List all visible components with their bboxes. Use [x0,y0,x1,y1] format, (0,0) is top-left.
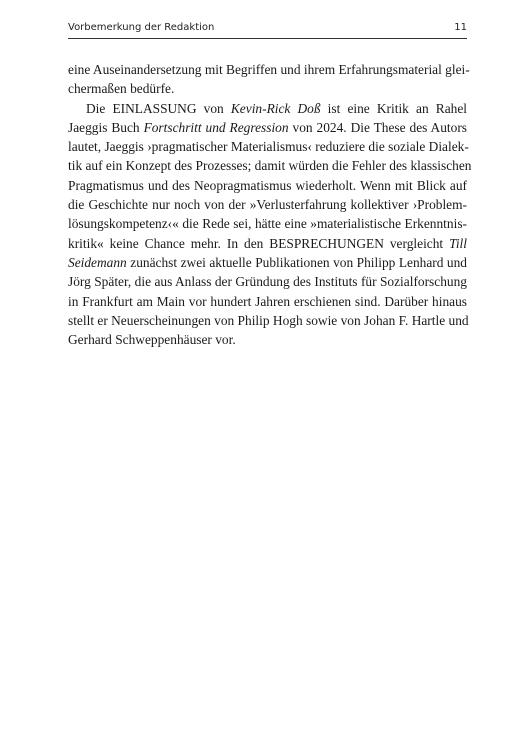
book-title: Fortschritt und Regression [143,119,289,135]
text-span: Jaeggis Buch [68,119,144,135]
text-line: die Geschichte nur noch von der »Verlusterfahrung kollektiver ›Problem- [68,197,467,213]
paragraph-1 [68,60,470,99]
running-head [68,22,467,38]
paragraph-2 [68,99,472,350]
text-line [68,234,467,253]
text-line [68,118,467,137]
text-line: Jörg Später, die aus Anlass der Gründung des Instituts für Sozialforschung [68,274,467,290]
author-name: Seidemann [68,254,127,270]
text-line [68,253,467,272]
author-name: Kevin-Rick Doß [230,100,321,116]
text-line: Pragmatismus und des Neopragmatismus wiederholt. Wenn mit Blick auf [68,177,467,193]
text-line: lösungskompetenz‹« die Rede sei, hätte eine »materialistische Erkenntnis- [68,216,467,232]
header-rule [68,38,467,39]
text-line [68,99,467,118]
text-span: zunächst zwei aktuelle Publikationen von Philipp Lenhard und [126,254,467,270]
text-span: kritik« keine Chance mehr. In den BESPRECHUNGEN vergleicht [68,235,450,251]
text-line: eine Auseinandersetzung mit Begriffen und ihrem Erfahrungsmaterial glei- [68,62,470,77]
text-span: ist eine Kritik an Rahel [320,100,467,116]
running-head-title: Vorbemerkung der Redaktion [68,22,215,33]
text-span: Die EINLASSUNG von [86,100,231,116]
text-line: in Frankfurt am Main vor hundert Jahren erschienen sind. Darüber hinaus [68,293,467,309]
text-line: tik auf ein Konzept des Prozesses; damit würden die Fehler des klassischen [68,158,472,174]
body-text [68,60,472,349]
text-line: chermaßen bedürfe. [68,81,175,97]
text-line: lautet, Jaeggis ›pragmatischer Materialismus‹ reduziere die soziale Dialek- [68,139,469,155]
text-span: von 2024. Die These des Autors [288,119,467,135]
page-number: 11 [454,22,467,33]
text-line: stellt er Neuerscheinungen von Philip Hogh sowie von Johan F. Hartle und [68,312,469,328]
text-line: Gerhard Schweppenhäuser vor. [68,332,236,348]
author-name: Till [449,235,467,251]
